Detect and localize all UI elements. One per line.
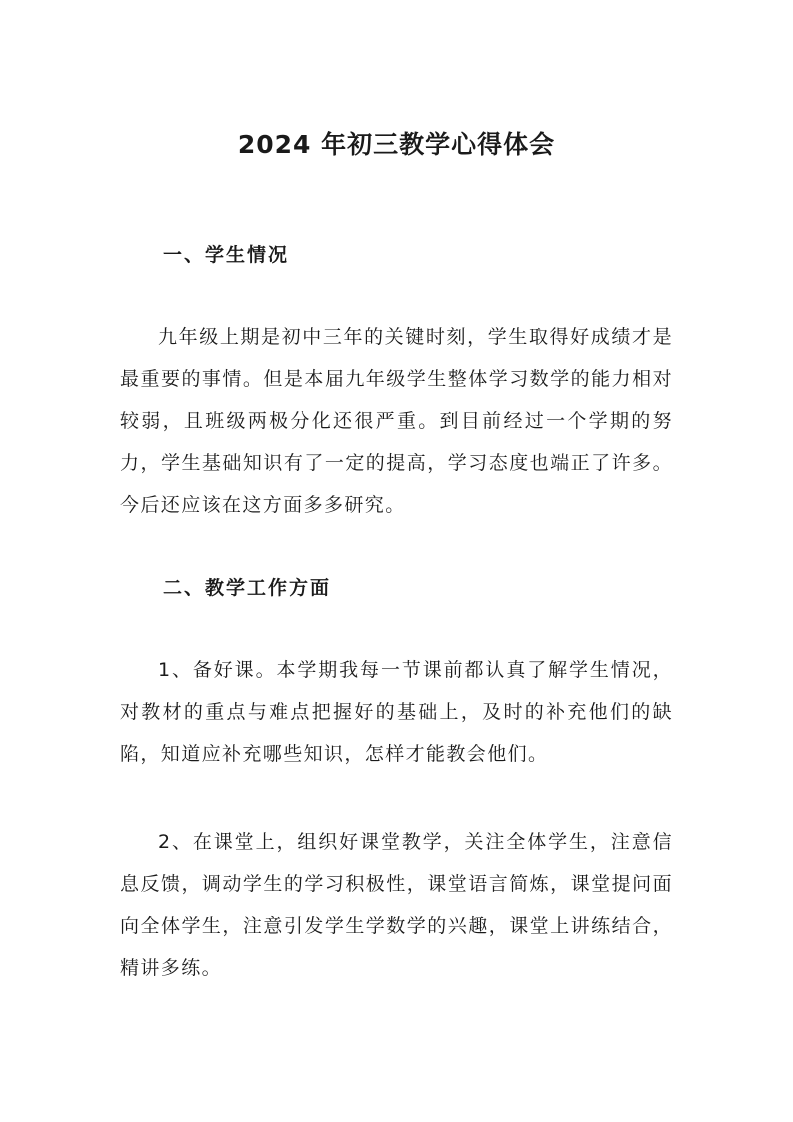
paragraph-student-situation: 九年级上期是初中三年的关键时刻，学生取得好成绩才是最重要的事情。但是本届九年级学生整体学习数学的能力相对较弱，且班级两极分化还很严重。到目前经过一个学期的努力，学生基础知识有了一定的提高，学习态度也端正了许多。今后还应该在这方面多多研究。: [120, 326, 673, 516]
paragraph-lesson-preparation: 1、备好课。本学期我每一节课前都认真了解学生情况，对教材的重点与难点把握好的基础上，及时的补充他们的缺陷，知道应补充哪些知识，怎样才能教会他们。: [120, 659, 673, 765]
document-title: 2024 年初三教学心得体会: [237, 130, 556, 159]
paragraph-classroom-teaching: 2、在课堂上，组织好课堂教学，关注全体学生，注意信息反馈，调动学生的学习积极性，课堂语言简炼，课堂提问面向全体学生，注意引发学生学数学的兴趣，课堂上讲练结合，精讲多练。: [120, 831, 673, 979]
section-heading-teaching-work: 二、教学工作方面: [163, 577, 332, 599]
section-heading-student-situation: 一、学生情况: [163, 244, 290, 266]
